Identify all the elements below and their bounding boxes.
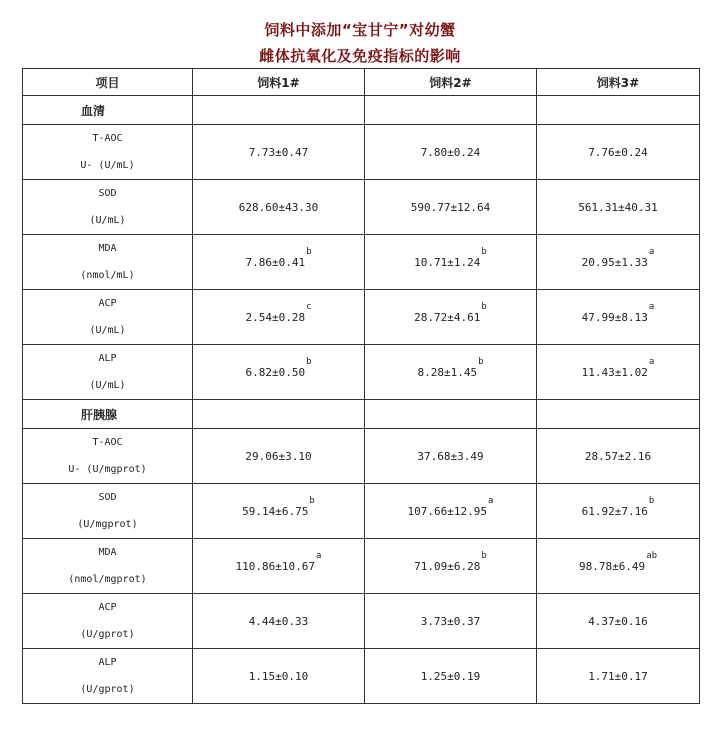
value-cell bbox=[537, 484, 700, 539]
table-row bbox=[23, 180, 700, 235]
value-cell bbox=[365, 594, 537, 649]
value-cell bbox=[365, 649, 537, 704]
item-cell bbox=[23, 539, 193, 594]
value-text: 6.82±0.50 bbox=[245, 365, 306, 379]
value-text: 7.73±0.47 bbox=[248, 145, 309, 159]
significance-letter: b bbox=[309, 495, 315, 506]
item-name: ALP bbox=[98, 353, 117, 364]
item-unit: (nmol/mgprot) bbox=[68, 574, 147, 585]
value-cell bbox=[365, 125, 537, 180]
item-unit: (U/gprot) bbox=[80, 629, 135, 640]
significance-letter: a bbox=[648, 246, 655, 257]
value-text: 29.06±3.10 bbox=[245, 449, 312, 463]
item-name: ACP bbox=[98, 298, 117, 309]
item-cell bbox=[23, 594, 193, 649]
item-name: ALP bbox=[98, 657, 117, 668]
empty-cell bbox=[365, 400, 537, 429]
value-cell bbox=[193, 345, 365, 400]
significance-letter: a bbox=[316, 550, 322, 561]
section-row bbox=[23, 400, 700, 429]
value-text: 7.76±0.24 bbox=[588, 145, 648, 159]
item-unit: (U/gprot) bbox=[80, 684, 135, 695]
value-text: 71.09±6.28 bbox=[414, 559, 481, 573]
value-text: 47.99±8.13 bbox=[581, 310, 648, 324]
value-cell bbox=[193, 649, 365, 704]
value-cell bbox=[193, 235, 365, 290]
value-cell bbox=[365, 484, 537, 539]
table-row bbox=[23, 125, 700, 180]
value-text: 561.31±40.31 bbox=[578, 200, 658, 214]
value-text: 1.15±0.10 bbox=[248, 669, 309, 683]
value-text: 3.73±0.37 bbox=[420, 614, 481, 628]
significance-letter: b bbox=[306, 246, 312, 257]
value-text: 37.68±3.49 bbox=[417, 449, 484, 463]
header-feed-3: 饲料3# bbox=[537, 69, 700, 96]
value-text: 11.43±1.02 bbox=[581, 365, 648, 379]
value-cell bbox=[537, 125, 700, 180]
table-row bbox=[23, 429, 700, 484]
empty-cell bbox=[193, 96, 365, 125]
section-label: 肝胰腺 bbox=[23, 400, 193, 429]
header-feed-2: 饲料2# bbox=[365, 69, 537, 96]
item-cell bbox=[23, 429, 193, 484]
item-unit: (U/mL) bbox=[89, 380, 126, 391]
value-text: 107.66±12.95 bbox=[407, 504, 488, 518]
table-row bbox=[23, 235, 700, 290]
item-cell bbox=[23, 235, 193, 290]
significance-letter: c bbox=[306, 301, 312, 312]
item-name: MDA bbox=[98, 547, 117, 558]
value-text: 10.71±1.24 bbox=[414, 255, 481, 269]
significance-letter: b bbox=[481, 246, 487, 257]
item-cell bbox=[23, 290, 193, 345]
value-text: 110.86±10.67 bbox=[235, 559, 316, 573]
header-row bbox=[23, 69, 700, 96]
value-text: 4.44±0.33 bbox=[248, 614, 309, 628]
value-cell bbox=[537, 180, 700, 235]
item-name: T-AOC bbox=[92, 437, 123, 448]
value-cell bbox=[193, 290, 365, 345]
value-cell bbox=[365, 429, 537, 484]
value-cell bbox=[193, 484, 365, 539]
value-text: 98.78±6.49 bbox=[578, 559, 646, 573]
empty-cell bbox=[365, 96, 537, 125]
empty-cell bbox=[537, 400, 700, 429]
item-unit: (nmol/mL) bbox=[80, 270, 135, 281]
value-cell bbox=[193, 180, 365, 235]
item-unit: U- (U/mL) bbox=[80, 160, 135, 171]
item-unit: (U/mgprot) bbox=[77, 519, 138, 530]
section-label: 血清 bbox=[23, 96, 193, 125]
value-cell bbox=[537, 290, 700, 345]
item-unit: (U/mL) bbox=[89, 325, 126, 336]
value-cell bbox=[365, 180, 537, 235]
value-text: 7.86±0.41 bbox=[245, 255, 306, 269]
value-text: 59.14±6.75 bbox=[242, 504, 309, 518]
significance-letter: ab bbox=[646, 550, 658, 561]
data-table bbox=[22, 68, 700, 704]
table-body bbox=[23, 96, 700, 704]
item-name: SOD bbox=[98, 492, 117, 503]
item-cell bbox=[23, 125, 193, 180]
significance-letter: a bbox=[648, 301, 655, 312]
value-text: 61.92±7.16 bbox=[581, 504, 648, 518]
item-name: T-AOC bbox=[92, 133, 123, 144]
item-cell bbox=[23, 649, 193, 704]
value-text: 8.28±1.45 bbox=[417, 365, 478, 379]
item-cell bbox=[23, 180, 193, 235]
significance-letter: b bbox=[481, 301, 487, 312]
item-unit: (U/mL) bbox=[89, 215, 126, 226]
value-text: 590.77±12.64 bbox=[410, 200, 491, 214]
value-text: 4.37±0.16 bbox=[588, 614, 648, 628]
significance-letter: a bbox=[488, 495, 494, 506]
table-row bbox=[23, 345, 700, 400]
table-row bbox=[23, 539, 700, 594]
value-text: 628.60±43.30 bbox=[238, 200, 319, 214]
value-cell bbox=[365, 539, 537, 594]
value-cell bbox=[537, 429, 700, 484]
value-cell bbox=[537, 594, 700, 649]
value-text: 1.71±0.17 bbox=[588, 669, 648, 683]
value-cell bbox=[365, 235, 537, 290]
empty-cell bbox=[193, 400, 365, 429]
significance-letter: b bbox=[648, 495, 655, 506]
item-unit: U- (U/mgprot) bbox=[68, 464, 147, 475]
table-row bbox=[23, 594, 700, 649]
title-line-2: 雌体抗氧化及免疫指标的影响 bbox=[259, 47, 461, 65]
value-cell bbox=[537, 539, 700, 594]
value-cell bbox=[193, 594, 365, 649]
item-name: MDA bbox=[98, 243, 117, 254]
value-text: 28.72±4.61 bbox=[414, 310, 481, 324]
value-cell bbox=[537, 345, 700, 400]
value-cell bbox=[537, 649, 700, 704]
value-cell bbox=[193, 125, 365, 180]
value-cell bbox=[365, 290, 537, 345]
table-row bbox=[23, 484, 700, 539]
table-row bbox=[23, 290, 700, 345]
section-row bbox=[23, 96, 700, 125]
value-cell bbox=[537, 235, 700, 290]
item-name: SOD bbox=[98, 188, 117, 199]
value-text: 28.57±2.16 bbox=[584, 449, 652, 463]
significance-letter: b bbox=[306, 356, 312, 367]
value-text: 1.25±0.19 bbox=[420, 669, 481, 683]
value-cell bbox=[193, 429, 365, 484]
significance-letter: a bbox=[648, 356, 655, 367]
value-cell bbox=[193, 539, 365, 594]
value-text: 2.54±0.28 bbox=[245, 310, 306, 324]
table-row bbox=[23, 649, 700, 704]
value-text: 20.95±1.33 bbox=[581, 255, 648, 269]
value-text: 7.80±0.24 bbox=[420, 145, 481, 159]
header-item: 项目 bbox=[23, 69, 193, 96]
header-feed-1: 饲料1# bbox=[193, 69, 365, 96]
item-cell bbox=[23, 484, 193, 539]
significance-letter: b bbox=[481, 550, 487, 561]
empty-cell bbox=[537, 96, 700, 125]
significance-letter: b bbox=[478, 356, 484, 367]
item-cell bbox=[23, 345, 193, 400]
value-cell bbox=[365, 345, 537, 400]
item-name: ACP bbox=[98, 602, 117, 613]
title-line-1: 饲料中添加“宝甘宁”对幼蟹 bbox=[264, 21, 456, 39]
